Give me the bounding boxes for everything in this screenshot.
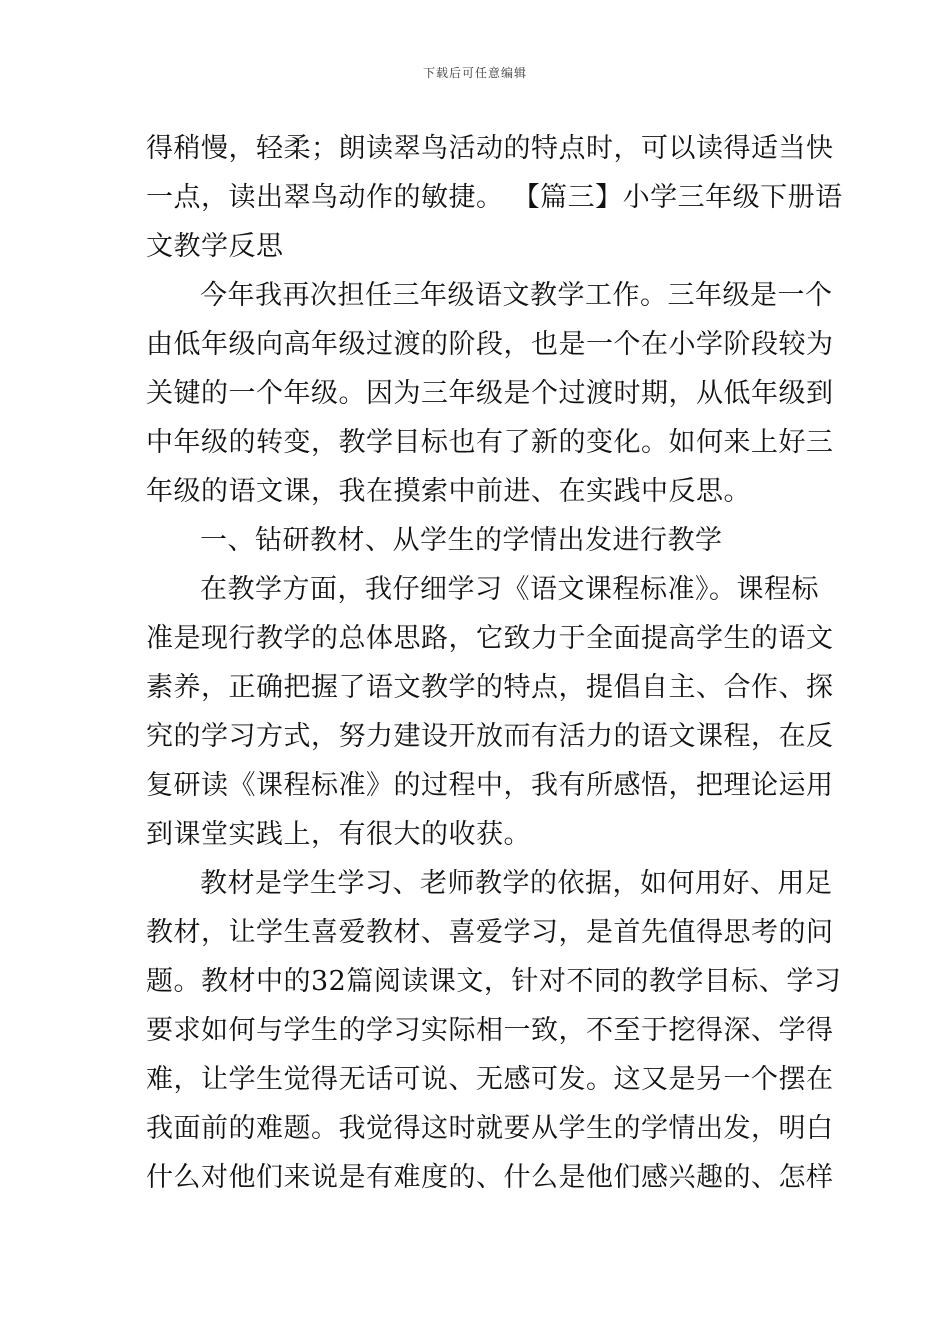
text-line: 要求如何与学生的学习实际相一致，不至于挖得深、学得 [146, 1015, 834, 1046]
text-line: 今年我再次担任三年级语文教学工作。三年级是一个 [200, 280, 833, 311]
text-line: 年级的语文课，我在摸索中前进、在实践中反思。 [146, 476, 751, 507]
text-line: 准是现行教学的总体思路，它致力于全面提高学生的语文 [146, 623, 834, 654]
text-line: 究的学习方式，努力建设开放而有活力的语文课程，在反 [146, 721, 834, 752]
text-line: 教材是学生学习、老师教学的依据，如何用好、用足 [200, 868, 833, 899]
text-line: 中年级的转变，教学目标也有了新的变化。如何来上好三 [146, 427, 834, 458]
text-line: 在教学方面，我仔细学习《语文课程标准》。课程标 [200, 574, 819, 605]
text-line: 一、钻研教材、从学生的学情出发进行教学 [200, 525, 723, 556]
text-line: 复研读《课程标准》的过程中，我有所感悟，把理论运用 [146, 770, 834, 801]
text-line: 题。教材中的32篇阅读课文，针对不同的教学目标、学习 [146, 966, 842, 997]
text-line: 得稍慢，轻柔；朗读翠鸟活动的特点时，可以读得适当快 [146, 133, 834, 164]
text-line: 教材，让学生喜爱教材、喜爱学习，是首先值得思考的问 [146, 917, 834, 948]
text-line: 素养，正确把握了语文教学的特点，提倡自主、合作、探 [146, 672, 834, 703]
text-line: 难，让学生觉得无话可说、无感可发。这又是另一个摆在 [146, 1064, 834, 1095]
text-line: 到课堂实践上，有很大的收获。 [146, 819, 531, 850]
text-line: 由低年级向高年级过渡的阶段，也是一个在小学阶段较为 [146, 329, 834, 360]
document-body [146, 124, 843, 1202]
page-header-note: 下载后可任意编辑 [422, 66, 527, 80]
text-line: 什么对他们来说是有难度的、什么是他们感兴趣的、怎样 [146, 1162, 834, 1193]
text-line: 我面前的难题。我觉得这时就要从学生的学情出发，明白 [146, 1113, 834, 1144]
text-line: 关键的一个年级。因为三年级是个过渡时期，从低年级到 [146, 378, 834, 409]
text-line: 一点，读出翠鸟动作的敏捷。 【篇三】小学三年级下册语 [146, 182, 843, 213]
text-line: 文教学反思 [146, 231, 284, 262]
